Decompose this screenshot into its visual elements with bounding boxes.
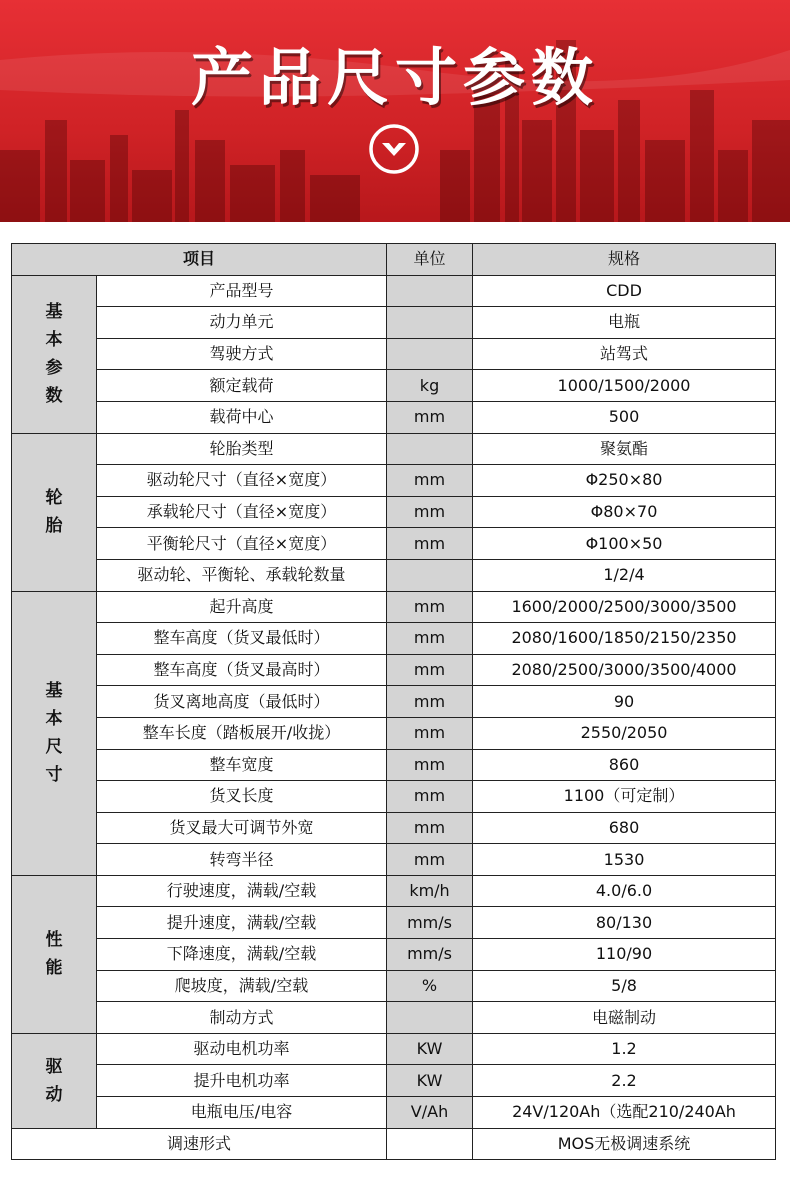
group-label-char: 能	[45, 958, 63, 979]
spec-cell: 500	[473, 401, 776, 433]
spec-cell: 1000/1500/2000	[473, 370, 776, 402]
item-cell: 轮胎类型	[97, 433, 387, 465]
unit-cell	[387, 275, 473, 307]
spec-cell: 110/90	[473, 939, 776, 971]
unit-cell: mm	[387, 528, 473, 560]
group-label-char: 基	[45, 301, 63, 322]
unit-cell: mm	[387, 465, 473, 497]
spec-cell: 5/8	[473, 970, 776, 1002]
table-row	[12, 275, 776, 307]
unit-cell: KW	[387, 1065, 473, 1097]
group-label-char: 胎	[45, 516, 63, 537]
unit-cell: mm	[387, 844, 473, 876]
unit-cell: mm/s	[387, 907, 473, 939]
item-cell: 额定载荷	[97, 370, 387, 402]
table-header-row	[12, 244, 776, 276]
unit-cell	[387, 338, 473, 370]
unit-cell: mm	[387, 781, 473, 813]
item-cell: 驱动轮尺寸（直径×宽度）	[97, 465, 387, 497]
spec-cell: 电磁制动	[473, 1002, 776, 1034]
spec-cell: 24V/120Ah（选配210/240Ah	[473, 1097, 776, 1129]
table-row	[12, 338, 776, 370]
item-cell: 驱动电机功率	[97, 1033, 387, 1065]
spec-cell: 2080/2500/3000/3500/4000	[473, 654, 776, 686]
item-cell: 提升速度，满载/空载	[97, 907, 387, 939]
item-cell: 整车长度（踏板展开/收拢）	[97, 717, 387, 749]
banner	[0, 0, 790, 222]
table-row	[12, 686, 776, 718]
unit-cell: mm	[387, 717, 473, 749]
group-label-char: 寸	[45, 765, 63, 786]
item-cell: 平衡轮尺寸（直径×宽度）	[97, 528, 387, 560]
group-label-char: 本	[45, 709, 63, 730]
item-cell: 爬坡度，满载/空载	[97, 970, 387, 1002]
header-item: 项目	[12, 244, 387, 276]
table-body	[12, 275, 776, 1160]
table-row	[12, 623, 776, 655]
spec-cell: 站驾式	[473, 338, 776, 370]
spec-cell: 4.0/6.0	[473, 875, 776, 907]
table-row	[12, 528, 776, 560]
table-row	[12, 654, 776, 686]
item-cell: 驱动轮、平衡轮、承载轮数量	[97, 559, 387, 591]
table-footer-row	[12, 1128, 776, 1160]
item-cell: 货叉离地高度（最低时）	[97, 686, 387, 718]
table-row	[12, 875, 776, 907]
footer-spec-cell: MOS无极调速系统	[473, 1128, 776, 1160]
unit-cell: mm	[387, 749, 473, 781]
group-label	[12, 591, 97, 875]
table-row	[12, 496, 776, 528]
table-row	[12, 1065, 776, 1097]
table-row	[12, 717, 776, 749]
unit-cell: mm	[387, 623, 473, 655]
item-cell: 提升电机功率	[97, 1065, 387, 1097]
spec-cell: 90	[473, 686, 776, 718]
spec-cell: 聚氨酯	[473, 433, 776, 465]
table-row	[12, 370, 776, 402]
unit-cell	[387, 433, 473, 465]
spec-cell: Φ100×50	[473, 528, 776, 560]
spec-cell: 电瓶	[473, 307, 776, 339]
unit-cell: mm	[387, 401, 473, 433]
table-row	[12, 559, 776, 591]
table-row	[12, 1097, 776, 1129]
unit-cell: mm	[387, 686, 473, 718]
group-label-char: 本	[45, 330, 63, 351]
table-row	[12, 970, 776, 1002]
spec-cell: 680	[473, 812, 776, 844]
item-cell: 整车高度（货叉最低时）	[97, 623, 387, 655]
unit-cell	[387, 1002, 473, 1034]
group-label-char: 数	[45, 386, 63, 407]
item-cell: 下降速度，满载/空载	[97, 939, 387, 971]
spec-cell: Φ80×70	[473, 496, 776, 528]
item-cell: 动力单元	[97, 307, 387, 339]
unit-cell	[387, 559, 473, 591]
spec-table-container	[11, 243, 775, 1160]
item-cell: 驾驶方式	[97, 338, 387, 370]
unit-cell: mm	[387, 812, 473, 844]
unit-cell: V/Ah	[387, 1097, 473, 1129]
table-row	[12, 1033, 776, 1065]
spec-cell: 2080/1600/1850/2150/2350	[473, 623, 776, 655]
table-row	[12, 401, 776, 433]
group-label-char: 性	[45, 930, 63, 951]
table-row	[12, 907, 776, 939]
spec-cell: 1100（可定制）	[473, 781, 776, 813]
table-row	[12, 749, 776, 781]
spec-cell: 80/130	[473, 907, 776, 939]
group-label-char: 动	[45, 1084, 63, 1105]
group-label-char: 基	[45, 681, 63, 702]
table-row	[12, 433, 776, 465]
unit-cell: mm/s	[387, 939, 473, 971]
unit-cell: %	[387, 970, 473, 1002]
item-cell: 行驶速度，满载/空载	[97, 875, 387, 907]
item-cell: 制动方式	[97, 1002, 387, 1034]
spec-cell: 860	[473, 749, 776, 781]
item-cell: 产品型号	[97, 275, 387, 307]
item-cell: 转弯半径	[97, 844, 387, 876]
unit-cell: mm	[387, 654, 473, 686]
item-cell: 整车高度（货叉最高时）	[97, 654, 387, 686]
table-row	[12, 591, 776, 623]
item-cell: 承载轮尺寸（直径×宽度）	[97, 496, 387, 528]
table-row	[12, 781, 776, 813]
spec-cell: Φ250×80	[473, 465, 776, 497]
spec-cell: 1.2	[473, 1033, 776, 1065]
item-cell: 电瓶电压/电容	[97, 1097, 387, 1129]
item-cell: 货叉长度	[97, 781, 387, 813]
table-row	[12, 844, 776, 876]
spec-cell: CDD	[473, 275, 776, 307]
group-label-char: 尺	[45, 737, 63, 758]
item-cell: 载荷中心	[97, 401, 387, 433]
group-label	[12, 275, 97, 433]
unit-cell: km/h	[387, 875, 473, 907]
unit-cell: mm	[387, 591, 473, 623]
chevron-down-circle-icon[interactable]	[368, 123, 420, 175]
table-row	[12, 465, 776, 497]
spec-cell: 1530	[473, 844, 776, 876]
group-label	[12, 1033, 97, 1128]
spec-table	[11, 243, 776, 1160]
table-row	[12, 307, 776, 339]
spec-cell: 1/2/4	[473, 559, 776, 591]
table-row	[12, 939, 776, 971]
unit-cell: kg	[387, 370, 473, 402]
footer-item-cell: 调速形式	[12, 1128, 387, 1160]
unit-cell: mm	[387, 496, 473, 528]
item-cell: 货叉最大可调节外宽	[97, 812, 387, 844]
item-cell: 整车宽度	[97, 749, 387, 781]
group-label-char: 驱	[45, 1056, 63, 1077]
footer-unit-cell	[387, 1128, 473, 1160]
spec-cell: 2550/2050	[473, 717, 776, 749]
spec-cell: 2.2	[473, 1065, 776, 1097]
header-unit: 单位	[387, 244, 473, 276]
banner-title: 产品尺寸参数	[190, 41, 599, 114]
group-label	[12, 875, 97, 1033]
table-row	[12, 1002, 776, 1034]
unit-cell	[387, 307, 473, 339]
group-label-char: 参	[45, 358, 63, 379]
group-label	[12, 433, 97, 591]
spec-cell: 1600/2000/2500/3000/3500	[473, 591, 776, 623]
table-row	[12, 812, 776, 844]
item-cell: 起升高度	[97, 591, 387, 623]
unit-cell: KW	[387, 1033, 473, 1065]
header-spec: 规格	[473, 244, 776, 276]
group-label-char: 轮	[45, 488, 63, 508]
